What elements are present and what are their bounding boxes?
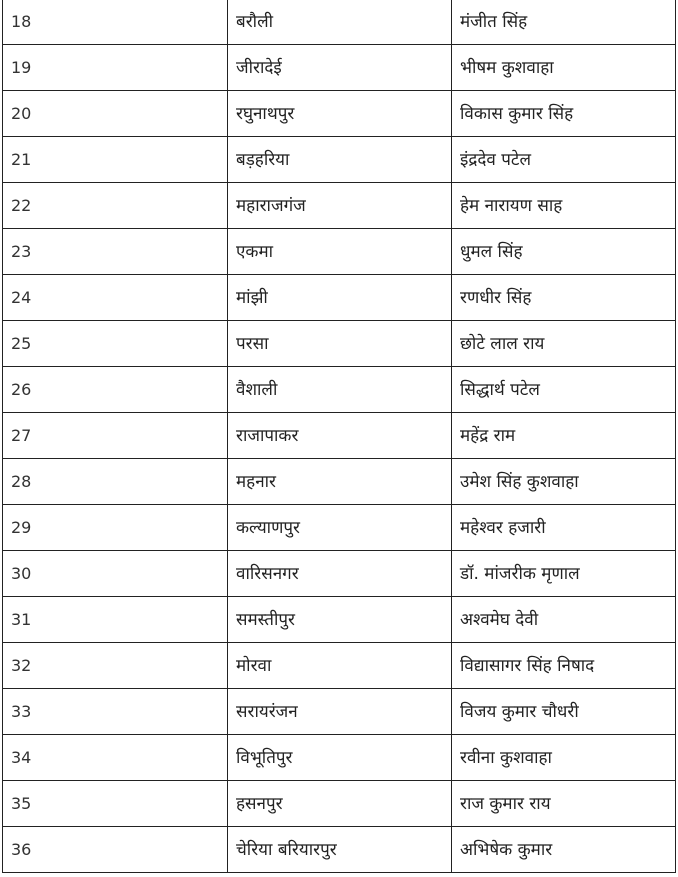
table-row	[3, 505, 676, 551]
constituency-name: एकमा	[228, 229, 452, 275]
row-number: 30	[3, 551, 228, 597]
table-row	[3, 735, 676, 781]
constituency-name: हसनपुर	[228, 781, 452, 827]
constituency-name: बड़हरिया	[228, 137, 452, 183]
candidate-name: उमेश सिंह कुशवाहा	[452, 459, 676, 505]
constituency-name: परसा	[228, 321, 452, 367]
row-number: 29	[3, 505, 228, 551]
table-row	[3, 551, 676, 597]
table-row	[3, 229, 676, 275]
row-number: 35	[3, 781, 228, 827]
candidate-name: अभिषेक कुमार	[452, 827, 676, 873]
row-number: 34	[3, 735, 228, 781]
candidate-name: विकास कुमार सिंह	[452, 91, 676, 137]
table-row	[3, 413, 676, 459]
candidate-name: राज कुमार राय	[452, 781, 676, 827]
candidate-name: मंजीत सिंह	[452, 0, 676, 45]
row-number: 21	[3, 137, 228, 183]
constituency-name: बरौली	[228, 0, 452, 45]
constituency-name: रघुनाथपुर	[228, 91, 452, 137]
table-row	[3, 321, 676, 367]
candidate-name: रणधीर सिंह	[452, 275, 676, 321]
candidate-name: भीषम कुशवाहा	[452, 45, 676, 91]
row-number: 28	[3, 459, 228, 505]
constituency-name: महाराजगंज	[228, 183, 452, 229]
table-row	[3, 45, 676, 91]
candidate-name: विद्यासागर सिंह निषाद	[452, 643, 676, 689]
constituency-name: राजापाकर	[228, 413, 452, 459]
row-number: 26	[3, 367, 228, 413]
row-number: 31	[3, 597, 228, 643]
row-number: 25	[3, 321, 228, 367]
table-row	[3, 597, 676, 643]
table-row	[3, 781, 676, 827]
candidate-name: डॉ. मांजरीक मृणाल	[452, 551, 676, 597]
constituency-name: सरायरंजन	[228, 689, 452, 735]
table-row	[3, 367, 676, 413]
constituency-name: महनार	[228, 459, 452, 505]
candidate-name: हेम नारायण साह	[452, 183, 676, 229]
constituency-name: विभूतिपुर	[228, 735, 452, 781]
row-number: 23	[3, 229, 228, 275]
table-row	[3, 91, 676, 137]
candidate-name: सिद्धार्थ पटेल	[452, 367, 676, 413]
candidate-name: छोटे लाल राय	[452, 321, 676, 367]
table-row	[3, 183, 676, 229]
row-number: 18	[3, 0, 228, 45]
candidate-name: महेश्वर हजारी	[452, 505, 676, 551]
row-number: 19	[3, 45, 228, 91]
table-row	[3, 827, 676, 873]
candidate-name: धुमल सिंह	[452, 229, 676, 275]
row-number: 27	[3, 413, 228, 459]
row-number: 24	[3, 275, 228, 321]
row-number: 33	[3, 689, 228, 735]
table-row	[3, 137, 676, 183]
row-number: 36	[3, 827, 228, 873]
table-row	[3, 0, 676, 45]
candidate-table	[2, 0, 676, 873]
candidate-name: महेंद्र राम	[452, 413, 676, 459]
constituency-name: वारिसनगर	[228, 551, 452, 597]
row-number: 32	[3, 643, 228, 689]
constituency-name: कल्याणपुर	[228, 505, 452, 551]
constituency-name: चेरिया बरियारपुर	[228, 827, 452, 873]
candidate-name: रवीना कुशवाहा	[452, 735, 676, 781]
constituency-name: मोरवा	[228, 643, 452, 689]
constituency-name: जीरादेई	[228, 45, 452, 91]
candidate-name: विजय कुमार चौधरी	[452, 689, 676, 735]
candidate-name: अश्वमेघ देवी	[452, 597, 676, 643]
table-row	[3, 643, 676, 689]
table-row	[3, 459, 676, 505]
candidate-name: इंद्रदेव पटेल	[452, 137, 676, 183]
row-number: 22	[3, 183, 228, 229]
constituency-name: मांझी	[228, 275, 452, 321]
table-row	[3, 689, 676, 735]
row-number: 20	[3, 91, 228, 137]
constituency-name: समस्तीपुर	[228, 597, 452, 643]
table-row	[3, 275, 676, 321]
constituency-name: वैशाली	[228, 367, 452, 413]
